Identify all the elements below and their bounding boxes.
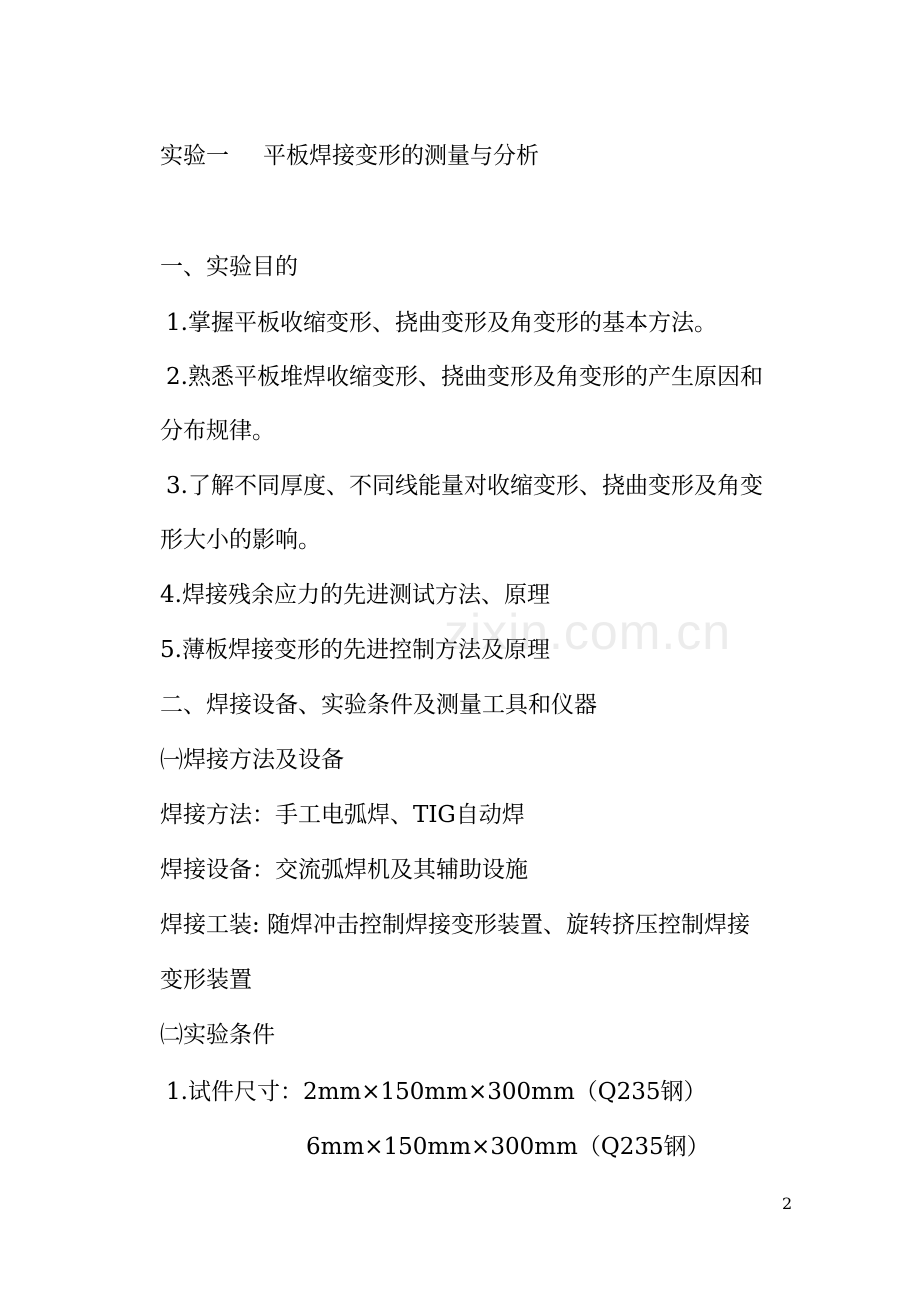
title-text: 平板焊接变形的测量与分析	[263, 143, 539, 169]
welding-equipment-text: 焊接设备：交流弧焊机及其辅助设施	[160, 857, 528, 883]
welding-fixture-text-cont: 变形装置	[160, 967, 252, 993]
specimen-size-line-1: 1.试件尺寸：2mm×150mm×300mm（Q235钢）	[166, 1079, 707, 1105]
subsection-heading-methods: ㈠焊接方法及设备	[160, 747, 344, 773]
objective-item-2: 2.熟悉平板堆焊收缩变形、挠曲变形及角变形的产生原因和	[166, 364, 763, 390]
welding-fixture-text: 焊接工装: 随焊冲击控制焊接变形装置、旋转挤压控制焊接	[160, 912, 751, 938]
objective-item-2-cont: 分布规律。	[160, 418, 275, 444]
welding-method-text: 焊接方法：手工电弧焊、TIG自动焊	[160, 802, 525, 828]
section-heading-equipment: 二、焊接设备、实验条件及测量工具和仪器	[160, 692, 597, 718]
objective-item-3: 3.了解不同厚度、不同线能量对收缩变形、挠曲变形及角变	[166, 473, 763, 499]
title-number: 实验一	[160, 143, 229, 169]
watermark: zixin.com.cn	[444, 604, 732, 660]
objective-item-5: 5.薄板焊接变形的先进控制方法及原理	[160, 637, 550, 663]
page-number: 2	[782, 1194, 793, 1213]
experiment-title	[160, 141, 539, 171]
subsection-heading-conditions: ㈡实验条件	[160, 1022, 275, 1048]
objective-item-4: 4.焊接残余应力的先进测试方法、原理	[160, 582, 550, 608]
specimen-size-line-2: 6mm×150mm×300mm（Q235钢）	[306, 1134, 710, 1160]
section-heading-objectives: 一、实验目的	[160, 254, 298, 280]
objective-item-3-cont: 形大小的影响。	[160, 527, 321, 553]
objective-item-1: 1.掌握平板收缩变形、挠曲变形及角变形的基本方法。	[166, 310, 717, 336]
